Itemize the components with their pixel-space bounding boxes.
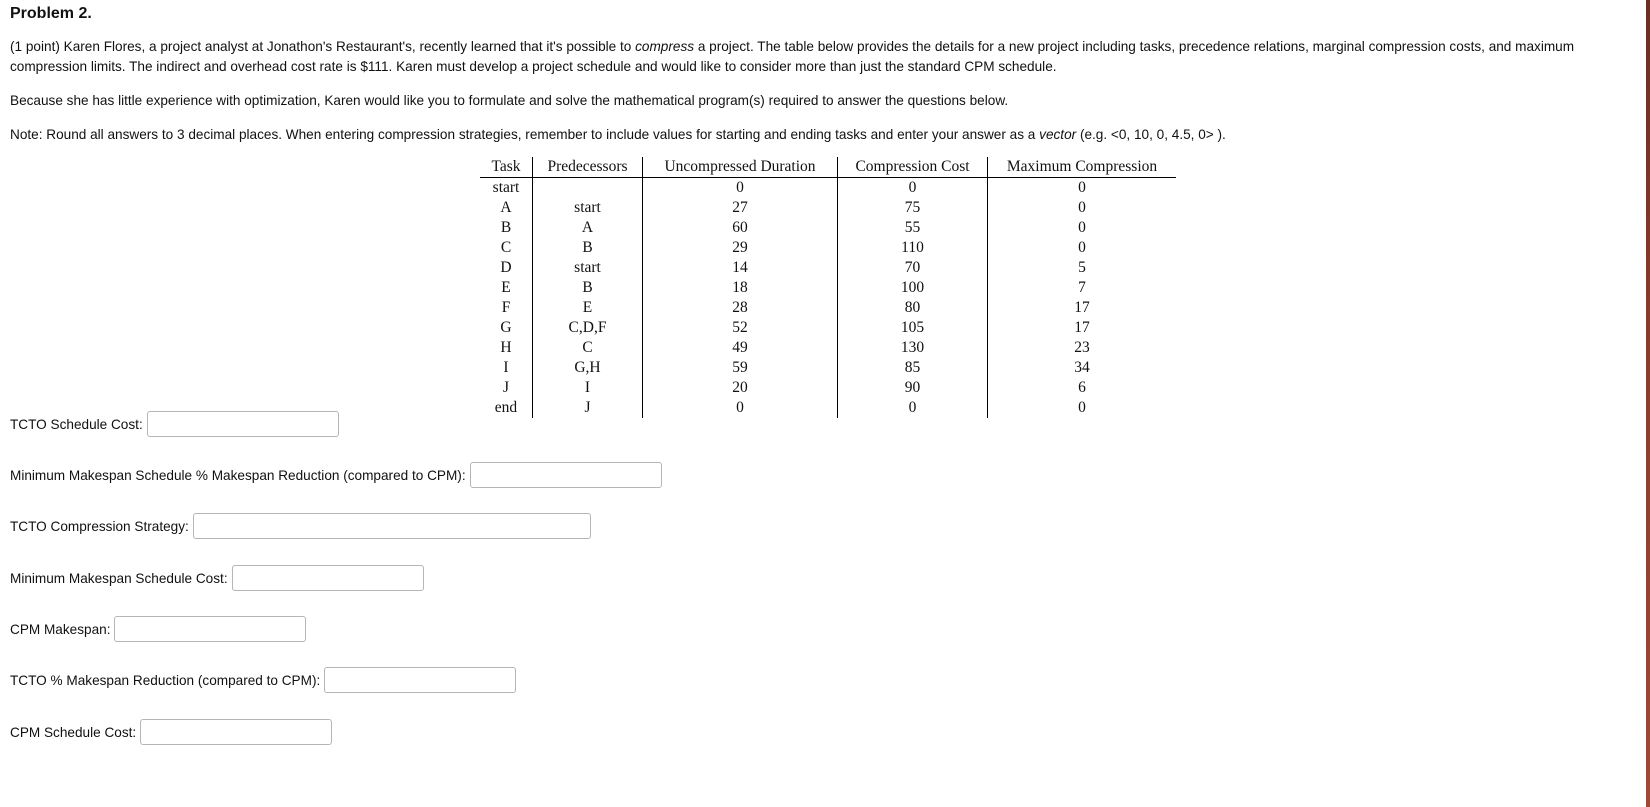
cell-task: B bbox=[500, 219, 512, 236]
cell-predecessors: C bbox=[533, 338, 643, 358]
cell-duration: 49 bbox=[643, 338, 838, 358]
min-makespan-schedule-cost-label: Minimum Makespan Schedule Cost: bbox=[10, 570, 228, 586]
cell-duration: 18 bbox=[643, 278, 838, 298]
tcto-compression-strategy-label: TCTO Compression Strategy: bbox=[10, 518, 189, 534]
cell-cost: 90 bbox=[838, 378, 988, 398]
tcto-pct-reduction-input[interactable] bbox=[324, 667, 516, 693]
cell-predecessors: A bbox=[533, 218, 643, 238]
header-maximum-compression: Maximum Compression bbox=[988, 157, 1177, 178]
cell-duration: 0 bbox=[643, 398, 838, 418]
tcto-compression-strategy-row bbox=[10, 513, 591, 539]
min-makespan-pct-reduction-label: Minimum Makespan Schedule % Makespan Reduction (compared to CPM): bbox=[10, 467, 466, 483]
cell-max-compression: 17 bbox=[988, 298, 1177, 318]
table-row bbox=[480, 318, 1176, 338]
cell-duration: 60 bbox=[643, 218, 838, 238]
cell-max-compression: 0 bbox=[988, 218, 1177, 238]
cell-max-compression: 0 bbox=[988, 178, 1177, 199]
cell-duration: 0 bbox=[643, 178, 838, 199]
cell-cost: 110 bbox=[838, 238, 988, 258]
table-row bbox=[480, 398, 1176, 418]
table-row bbox=[480, 258, 1176, 278]
tcto-schedule-cost-label: TCTO Schedule Cost: bbox=[10, 416, 143, 432]
cell-task: F bbox=[501, 299, 511, 316]
cell-duration: 27 bbox=[643, 198, 838, 218]
tcto-pct-reduction-label: TCTO % Makespan Reduction (compared to CPM): bbox=[10, 672, 321, 688]
cell-duration: 59 bbox=[643, 358, 838, 378]
cell-max-compression: 0 bbox=[988, 238, 1177, 258]
cell-max-compression: 0 bbox=[988, 198, 1177, 218]
cell-duration: 52 bbox=[643, 318, 838, 338]
cell-task: A bbox=[500, 199, 512, 216]
cell-predecessors: E bbox=[533, 298, 643, 318]
cell-predecessors: start bbox=[533, 258, 643, 278]
cell-task: end bbox=[494, 399, 518, 416]
table-row bbox=[480, 178, 1176, 199]
cpm-makespan-label: CPM Makespan: bbox=[10, 621, 111, 637]
tcto-schedule-cost-input[interactable] bbox=[147, 411, 339, 437]
cell-cost: 105 bbox=[838, 318, 988, 338]
cell-duration: 20 bbox=[643, 378, 838, 398]
cell-max-compression: 34 bbox=[988, 358, 1177, 378]
min-makespan-schedule-cost-row bbox=[10, 565, 424, 591]
cell-max-compression: 7 bbox=[988, 278, 1177, 298]
cell-max-compression: 6 bbox=[988, 378, 1177, 398]
problem-title: Problem 2. bbox=[10, 5, 92, 22]
cell-task: start bbox=[492, 179, 520, 196]
cpm-schedule-cost-input[interactable] bbox=[140, 719, 332, 745]
table-row bbox=[480, 298, 1176, 318]
cpm-schedule-cost-row bbox=[10, 719, 332, 745]
window-edge bbox=[1646, 0, 1650, 807]
cell-predecessors bbox=[533, 178, 643, 199]
table-row bbox=[480, 338, 1176, 358]
cell-cost: 70 bbox=[838, 258, 988, 278]
cpm-makespan-row bbox=[10, 616, 306, 642]
cell-predecessors: C,D,F bbox=[533, 318, 643, 338]
cell-task: D bbox=[500, 259, 512, 276]
cell-duration: 28 bbox=[643, 298, 838, 318]
min-makespan-pct-reduction-row bbox=[10, 462, 662, 488]
cell-max-compression: 0 bbox=[988, 398, 1177, 418]
cell-cost: 55 bbox=[838, 218, 988, 238]
table-row bbox=[480, 198, 1176, 218]
cell-predecessors: G,H bbox=[533, 358, 643, 378]
cell-task: I bbox=[503, 359, 509, 376]
cpm-schedule-cost-label: CPM Schedule Cost: bbox=[10, 724, 137, 740]
cell-task: G bbox=[500, 319, 512, 336]
table-row bbox=[480, 218, 1176, 238]
cpm-makespan-input[interactable] bbox=[114, 616, 306, 642]
cell-max-compression: 5 bbox=[988, 258, 1177, 278]
problem-page bbox=[10, 0, 1640, 740]
tcto-pct-reduction-row bbox=[10, 667, 516, 693]
cell-cost: 85 bbox=[838, 358, 988, 378]
cell-task: H bbox=[500, 339, 512, 356]
cell-cost: 0 bbox=[838, 398, 988, 418]
header-task: Task bbox=[480, 157, 533, 178]
cell-predecessors: B bbox=[533, 278, 643, 298]
cell-task: C bbox=[500, 239, 512, 256]
table-header-row bbox=[480, 157, 1176, 178]
cell-duration: 29 bbox=[643, 238, 838, 258]
cell-cost: 0 bbox=[838, 178, 988, 199]
cell-predecessors: I bbox=[533, 378, 643, 398]
cell-cost: 100 bbox=[838, 278, 988, 298]
cell-predecessors: start bbox=[533, 198, 643, 218]
problem-description: (1 point) Karen Flores, a project analyst at Jonathon's Restaurant's, recently learned that it's possible to compress a project. The table below provides the details for a new project including tasks, precedence relations, marginal compression costs, and maximum compression limits. The indirect and overhead cost rate is $111. Karen must develop a project schedule and would like to consider more than just the standard CPM schedule. bbox=[10, 39, 1575, 74]
table-row bbox=[480, 238, 1176, 258]
cell-duration: 14 bbox=[643, 258, 838, 278]
table-row bbox=[480, 278, 1176, 298]
problem-instructions: Because she has little experience with optimization, Karen would like you to formulate and solve the mathematical program(s) required to answer the questions below. bbox=[10, 93, 1009, 108]
table-row bbox=[480, 378, 1176, 398]
min-makespan-schedule-cost-input[interactable] bbox=[232, 565, 424, 591]
cell-task: J bbox=[502, 379, 510, 396]
tcto-schedule-cost-row bbox=[10, 411, 339, 437]
header-uncompressed-duration: Uncompressed Duration bbox=[643, 157, 838, 178]
cell-cost: 80 bbox=[838, 298, 988, 318]
cell-cost: 75 bbox=[838, 198, 988, 218]
cell-cost: 130 bbox=[838, 338, 988, 358]
header-compression-cost: Compression Cost bbox=[838, 157, 988, 178]
header-predecessors: Predecessors bbox=[533, 157, 643, 178]
rounding-note: Note: Round all answers to 3 decimal places. When entering compression strategies, remember to include values for starting and ending tasks and enter your answer as a vector (e.g. <0, 10, 0, 4.5, 0> ). bbox=[10, 127, 1226, 142]
cell-max-compression: 17 bbox=[988, 318, 1177, 338]
min-makespan-pct-reduction-input[interactable] bbox=[470, 462, 662, 488]
tcto-compression-strategy-input[interactable] bbox=[193, 513, 591, 539]
cell-predecessors: B bbox=[533, 238, 643, 258]
cell-predecessors: J bbox=[533, 398, 643, 418]
cell-max-compression: 23 bbox=[988, 338, 1177, 358]
project-task-table bbox=[480, 157, 1176, 418]
table-row bbox=[480, 358, 1176, 378]
cell-task: E bbox=[501, 279, 511, 296]
